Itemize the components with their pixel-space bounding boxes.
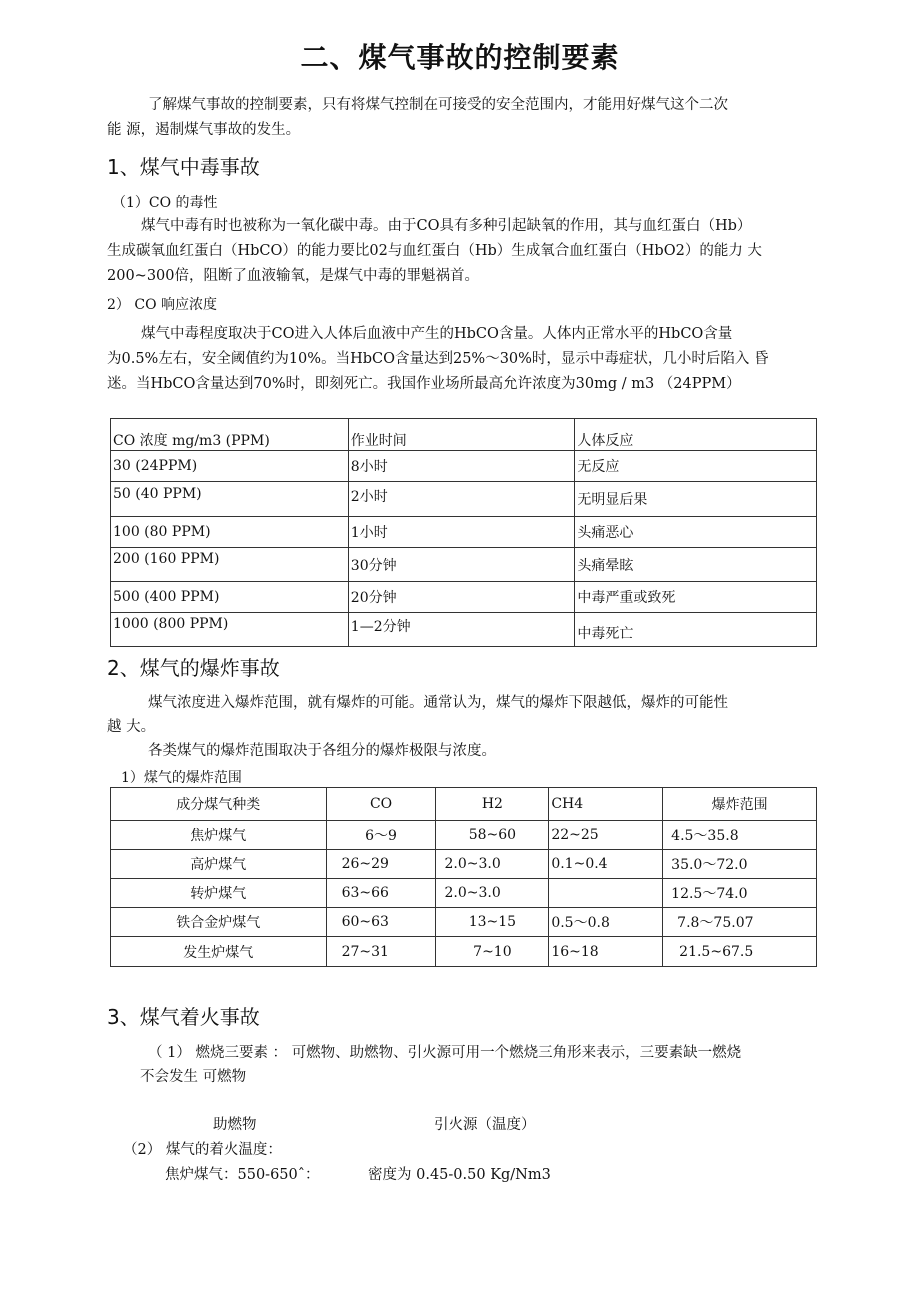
table-cell: 35.0〜72.0 <box>663 850 817 879</box>
table-cell: 21.5~67.5 <box>663 937 817 967</box>
co-concentration-table <box>110 418 817 647</box>
section-1-heading: 1、煤气中毒事故 <box>107 155 260 179</box>
table-cell <box>549 879 663 908</box>
triangle-label-right: 引火源（温度） <box>434 1117 536 1133</box>
table-cell: 2.0~3.0 <box>436 850 549 879</box>
table-row <box>111 548 817 582</box>
table-cell: 100 (80 PPM) <box>111 517 349 548</box>
table-row <box>111 482 817 517</box>
sec1-p1-line-3: 200~300倍，阻断了血液输氧，是煤气中毒的罪魁祸首。 <box>107 268 479 284</box>
sec1-p1-line-2: 生成碳氧血红蛋白（HbCO）的能力要比02与血红蛋白（Hb）生成氧合血红蛋白（HbO2）的能力 大 <box>107 243 762 259</box>
table-row <box>111 850 817 879</box>
page-title: 二、煤气事故的控制要素 <box>300 41 620 74</box>
table-row <box>111 451 817 482</box>
table-cell: 12.5〜74.0 <box>663 879 817 908</box>
sec1-p1-line-1: 煤气中毒有时也被称为一氧化碳中毒。由于CO具有多种引起缺氧的作用，其与血红蛋白（Hb） <box>141 218 752 234</box>
table-cell: 22~25 <box>549 821 663 850</box>
table-cell: 60~63 <box>326 908 436 937</box>
table-row <box>111 937 817 967</box>
table-cell: 30 (24PPM) <box>111 451 349 482</box>
table-cell: 发生炉煤气 <box>111 937 327 967</box>
sec3-p1-line-2: 不会发生 可燃物 <box>140 1069 247 1085</box>
explosion-range-table <box>110 787 817 967</box>
sec2-p2: 各类煤气的爆炸范围取决于各组分的爆炸极限与浓度。 <box>148 743 496 759</box>
table-cell: 1小时 <box>348 517 575 548</box>
table-header-cell: H2 <box>436 788 549 821</box>
table-row <box>111 908 817 937</box>
table-cell: 头痛恶心 <box>575 517 817 548</box>
intro-line-1: 了解煤气事故的控制要素，只有将煤气控制在可接受的安全范围内，才能用好煤气这个二次 <box>148 97 728 113</box>
table-cell: 200 (160 PPM) <box>111 548 349 582</box>
table-cell: 头痛晕眩 <box>575 548 817 582</box>
table-header-cell: CH4 <box>549 788 663 821</box>
table-cell: 2小时 <box>348 482 575 517</box>
coke-gas-density: 密度为 0.45-0.50 Kg/Nm3 <box>368 1167 551 1183</box>
table-cell: 6〜9 <box>326 821 436 850</box>
section-3-sub-2: （2） 煤气的着火温度： <box>123 1142 282 1158</box>
table-cell: 焦炉煤气 <box>111 821 327 850</box>
sec1-p2-line-2: 为0.5%左右，安全阈值约为10%。当HbCO含量达到25%〜30%时，显示中毒症状，几小时后陷入 昏 <box>107 351 769 367</box>
table-cell: 27~31 <box>326 937 436 967</box>
intro-line-2: 能 源，遏制煤气事故的发生。 <box>107 122 301 138</box>
section-3-heading: 3、煤气着火事故 <box>107 1005 260 1029</box>
table-row <box>111 613 817 647</box>
table-cell: 16~18 <box>549 937 663 967</box>
table-cell: 30分钟 <box>348 548 575 582</box>
table-cell: 7.8〜75.07 <box>663 908 817 937</box>
table-cell: 0.1~0.4 <box>549 850 663 879</box>
table-cell: 58~60 <box>436 821 549 850</box>
table-cell: 26~29 <box>326 850 436 879</box>
table-cell: 高炉煤气 <box>111 850 327 879</box>
table-header-cell: CO <box>326 788 436 821</box>
table-header-cell: 作业时间 <box>348 419 575 451</box>
table-row <box>111 517 817 548</box>
section-1-sub-1: （1）CO 的毒性 <box>112 195 218 211</box>
table-header-row <box>111 788 817 821</box>
table-row <box>111 582 817 613</box>
triangle-label-left: 助燃物 <box>213 1117 257 1133</box>
sec1-p2-line-1: 煤气中毒程度取决于CO进入人体后血液中产生的HbCO含量。人体内正常水平的HbCO含量 <box>141 326 733 342</box>
table-cell: 转炉煤气 <box>111 879 327 908</box>
table-cell: 1—2分钟 <box>348 613 575 647</box>
table-cell: 0.5〜0.8 <box>549 908 663 937</box>
table-row <box>111 821 817 850</box>
sec3-p1-line-1: （ 1） 燃烧三要素 ： 可燃物、助燃物、引火源可用一个燃烧三角形来表示，三要素缺一燃烧 <box>148 1045 742 1061</box>
table-header-row <box>111 419 817 451</box>
table-cell: 63~66 <box>326 879 436 908</box>
table-cell: 中毒严重或致死 <box>575 582 817 613</box>
section-1-sub-2: 2） CO 响应浓度 <box>107 297 217 313</box>
table-cell: 13~15 <box>436 908 549 937</box>
sec1-p2-line-3: 迷。当HbCO含量达到70%时，即刻死亡。我国作业场所最高允许浓度为30mg / m3 （24PPM） <box>107 376 741 392</box>
sec2-p1-line-2: 越 大。 <box>107 719 156 735</box>
table-cell: 无反应 <box>575 451 817 482</box>
table-header-cell: CO 浓度 mg/m3 (PPM) <box>111 419 349 451</box>
section-2-heading: 2、煤气的爆炸事故 <box>107 656 280 680</box>
section-2-sub-1: 1）煤气的爆炸范围 <box>121 770 242 786</box>
table-cell: 2.0~3.0 <box>436 879 549 908</box>
table-header-cell: 人体反应 <box>575 419 817 451</box>
table-header-cell: 成分煤气种类 <box>111 788 327 821</box>
table-cell: 7~10 <box>436 937 549 967</box>
table-cell: 4.5〜35.8 <box>663 821 817 850</box>
table-cell: 1000 (800 PPM) <box>111 613 349 647</box>
table-cell: 8小时 <box>348 451 575 482</box>
table-row <box>111 879 817 908</box>
table-header-cell: 爆炸范围 <box>663 788 817 821</box>
table-cell: 无明显后果 <box>575 482 817 517</box>
table-cell: 中毒死亡 <box>575 613 817 647</box>
table-cell: 20分钟 <box>348 582 575 613</box>
table-cell: 500 (400 PPM) <box>111 582 349 613</box>
sec2-p1-line-1: 煤气浓度进入爆炸范围，就有爆炸的可能。通常认为，煤气的爆炸下限越低，爆炸的可能性 <box>148 695 728 711</box>
table-cell: 铁合金炉煤气 <box>111 908 327 937</box>
coke-gas-ignition-temp: 焦炉煤气：550-650ˆ： <box>165 1167 320 1183</box>
table-cell: 50 (40 PPM) <box>111 482 349 517</box>
